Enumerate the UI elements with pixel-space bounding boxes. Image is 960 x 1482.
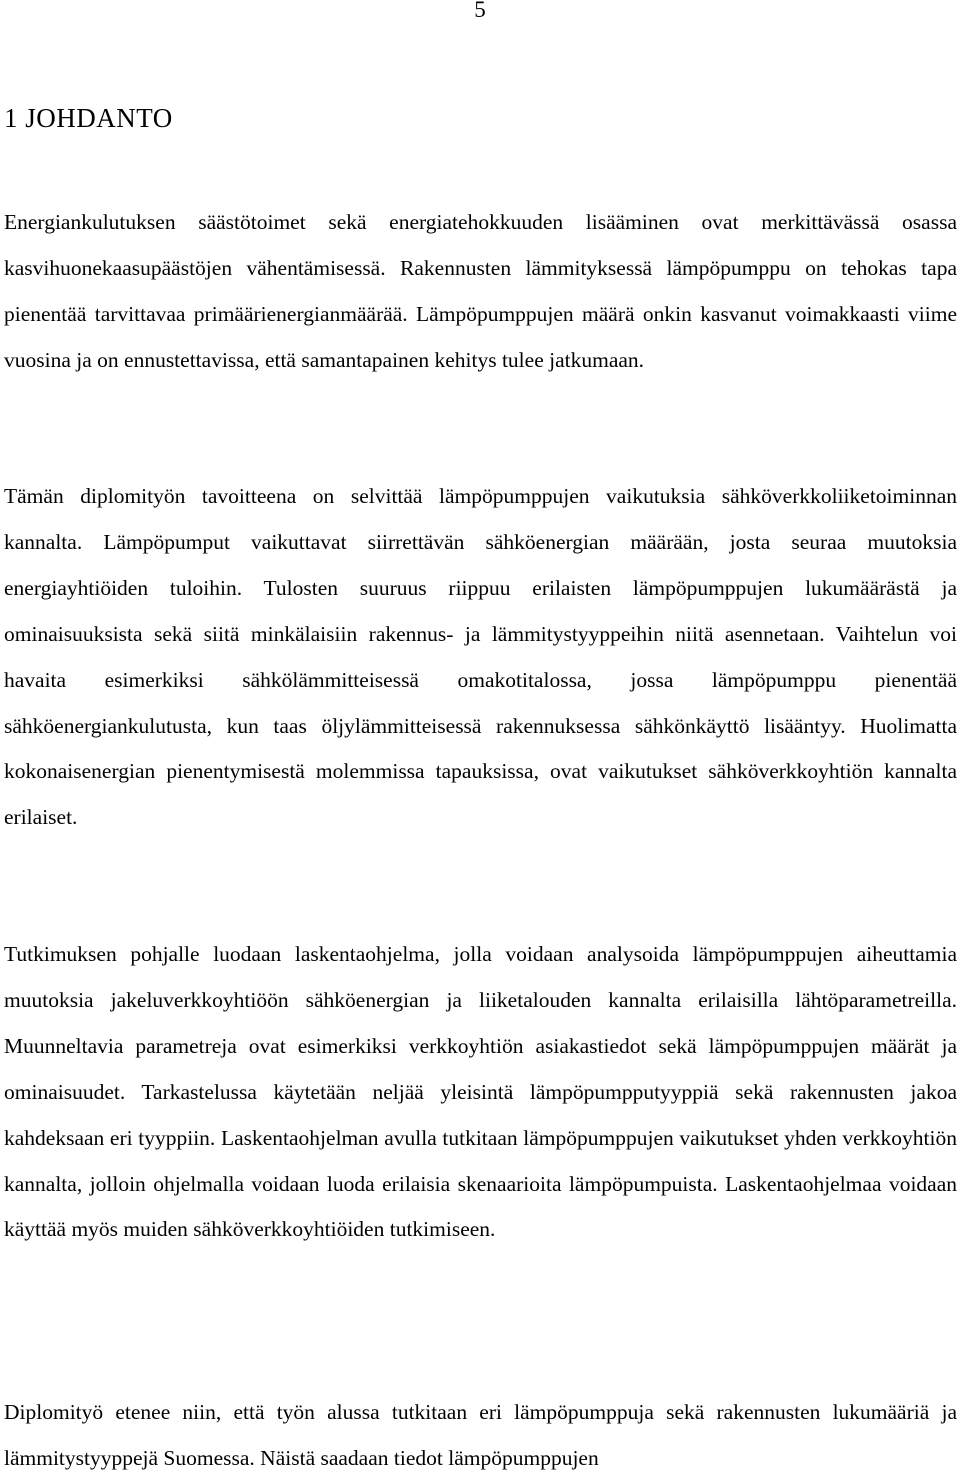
paragraph-2: Tämän diplomityön tavoitteena on selvittää lämpöpumppujen vaikutuksia sähköverkkoliiketoiminnan kannalta. Lämpöpumput vaikuttavat siirrettävän sähköenergian määrään, josta seuraa muutoksia energiayhtiöiden tuloihin. Tulosten suuruus riippuu erilaisten lämpöpumppujen lukumäärästä ja ominaisuuksista sekä siitä minkälaisiin rakennus- ja lämmitystyyppeihin niitä asennetaan. Vaihtelun voi havaita esimerkiksi sähkölämmitteisessä omakotitalossa, jossa lämpöpumppu pienentää sähköenergiankulutusta, kun taas öljylämmitteisessä rakennuksessa sähkönkäyttö lisääntyy. Huolimatta kokonaisenergian pienentymisestä molemmissa tapauksissa, ovat vaikutukset sähköverkkoyhtiön kannalta erilaiset. bbox=[4, 484, 957, 830]
paragraph-3: Tutkimuksen pohjalle luodaan laskentaohjelma, jolla voidaan analysoida lämpöpumppujen aiheuttamia muutoksia jakeluverkkoyhtiöön sähköenergian ja liiketalouden kannalta erilaisilla lähtöparametreilla. Muunneltavia parametreja ovat esimerkiksi verkkoyhtiön asiakastiedot sekä lämpöpumppujen määrät ja ominaisuudet. Tarkastelussa käytetään neljää yleisintä lämpöpumpputyyppiä sekä rakennusten jakoa kahdeksaan eri tyyppiin. Laskentaohjelman avulla tutkitaan lämpöpumppujen vaikutukset yhden verkkoyhtiön kannalta, jolloin ohjelmalla voidaan luoda erilaisia skenaarioita lämpöpumpuista. Laskentaohjelmaa voidaan käyttää myös muiden sähköverkkoyhtiöiden tutkimiseen. bbox=[4, 942, 957, 1242]
paragraph-4: Diplomityö etenee niin, että työn alussa tutkitaan eri lämpöpumppuja sekä rakennusten lukumääriä ja lämmitystyyppejä Suomessa. Näistä saadaan tiedot lämpöpumppujen bbox=[4, 1400, 957, 1470]
paragraph-1: Energiankulutuksen säästötoimet sekä energiatehokkuuden lisääminen ovat merkittävässä osassa kasvihuonekaasupäästöjen vähentämisessä. Rakennusten lämmityksessä lämpöpumppu on tehokas tapa pienentää tarvittavaa primäärienergianmäärää. Lämpöpumppujen määrä onkin kasvanut voimakkaasti viime vuosina ja on ennustettavissa, että samantapainen kehitys tulee jatkumaan. bbox=[4, 210, 957, 372]
chapter-heading: 1 JOHDANTO bbox=[4, 103, 173, 133]
page-number: 5 bbox=[474, 0, 486, 22]
